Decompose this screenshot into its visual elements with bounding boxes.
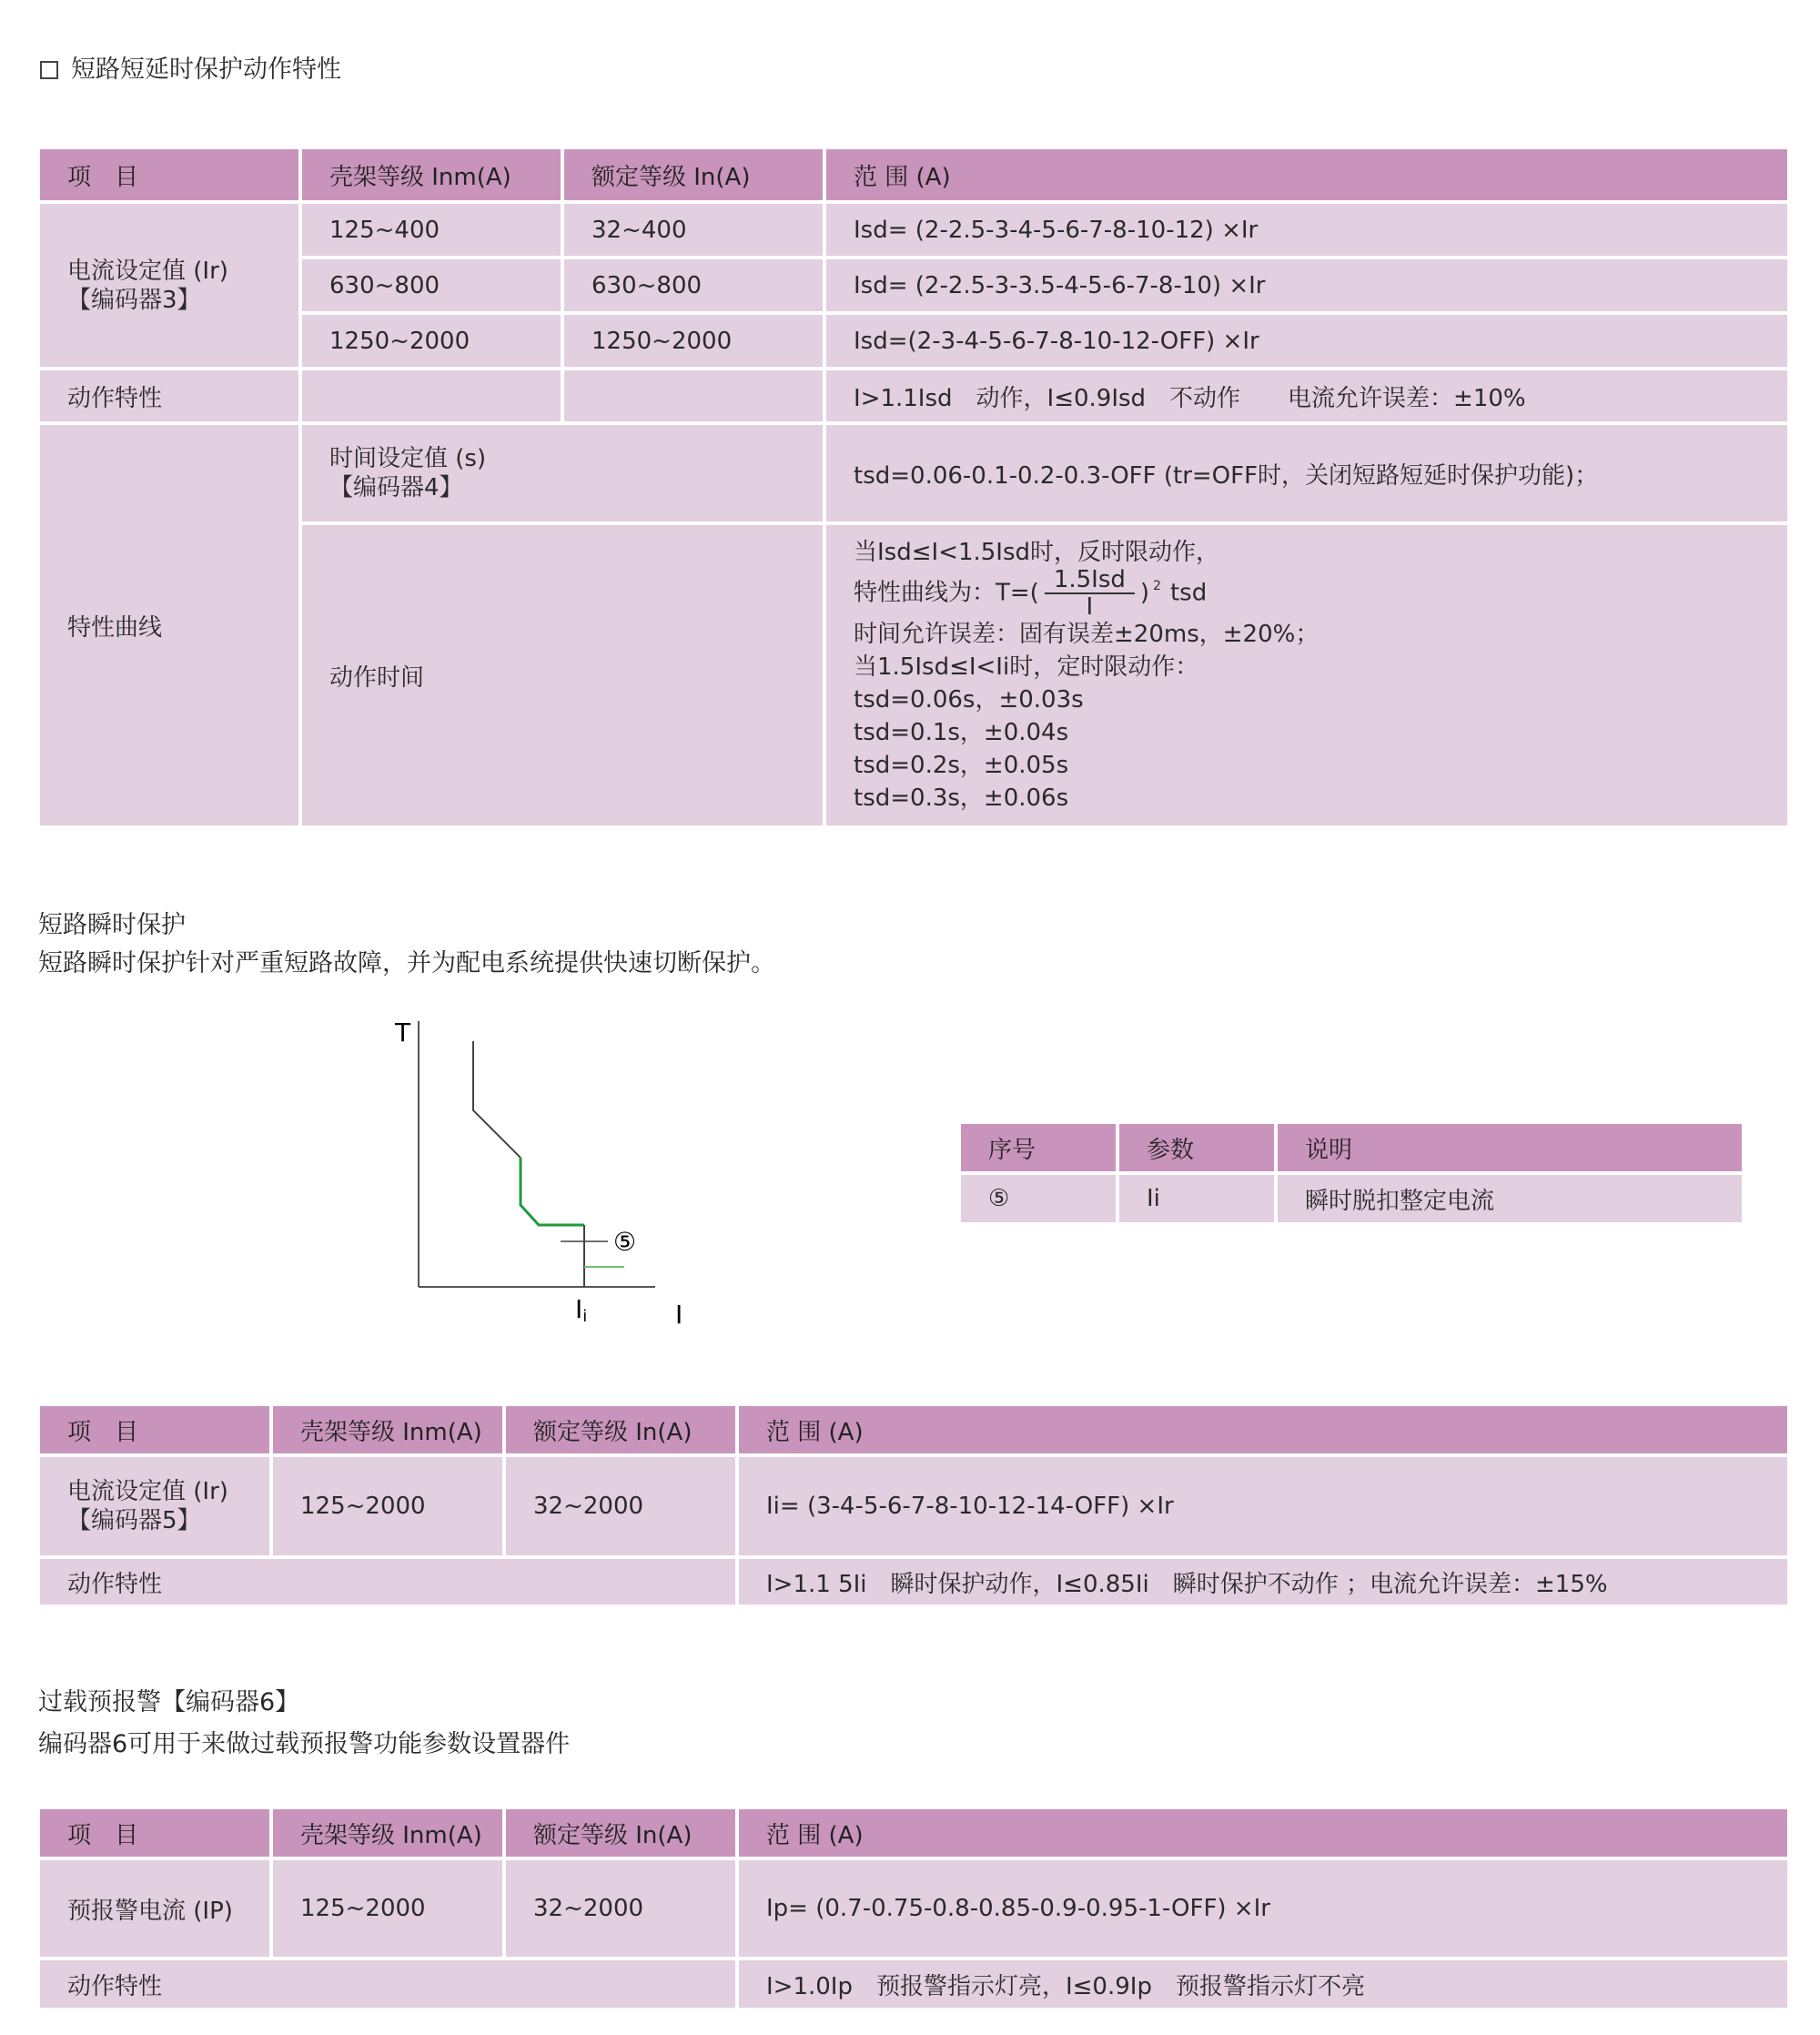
time-setting-value: tsd=0.06-0.1-0.2-0.3-OFF (tr=OFF时，关闭短路短延时保护功能)； [826,425,1787,521]
section1-title: 短路短延时保护动作特性 [40,53,341,87]
header-item: 项 目 [40,1809,269,1857]
legend-header-row [961,1124,1742,1171]
action-value: I>1.0Ip 预报警指示灯亮，I≤0.9Ip 预报警指示灯不亮 [739,1960,1787,2008]
action-time-label: 动作时间 [302,525,823,825]
table-row [40,259,1787,311]
empty-cell [302,370,561,421]
action-label: 动作特性 [40,1559,735,1605]
prealarm-label: 预报警电流 (IP) [40,1860,269,1957]
header-item: 项 目 [40,149,298,200]
table-header-row [40,149,1787,200]
action-time-value: 当Isd≤I<1.5Isd时，反时限动作， 特性曲线为：T=( $\frac{\text{1.5Isd}}{I}$ ) $^2$ tsd 时间允许误差：固有误差±20ms，±20%； 当1.5Isd≤I<Ii时，定时限动作： tsd=0.06s，±0.03s tsd=0.1s，±0.04s tsd=0.2s，±0.05s tsd=0.3s，±0.06s [826,525,1787,825]
short-delay-table [36,146,1791,829]
t-axis-label: T [395,1018,411,1048]
checkbox-icon [40,61,58,79]
table-row [40,1559,1787,1605]
table-row [40,1860,1787,1957]
table-row [40,1960,1787,2008]
header-item: 项 目 [40,1406,269,1453]
header-range: 范 围 (A) [739,1809,1787,1857]
instant-protection-table [36,1402,1791,1608]
header-frame: 壳架等级 Inm(A) [302,149,561,200]
section2-desc: 短路瞬时保护针对严重短路故障，并为配电系统提供快速切断保护。 [38,949,775,977]
rated-value: 32~2000 [506,1860,735,1957]
current-setting-label: 电流设定值 (Ir) 【编码器3】 [40,204,298,367]
range-value: Ii= (3-4-5-6-7-8-10-12-14-OFF) ×Ir [739,1457,1787,1555]
curve-label: 特性曲线 [40,425,298,825]
header-frame: 壳架等级 Inm(A) [273,1406,502,1453]
frame-value: 1250~2000 [302,315,561,367]
section2-title: 短路瞬时保护 [38,911,186,939]
frame-value: 125~400 [302,204,561,256]
legend-header-param: 参数 [1119,1124,1274,1171]
header-range: 范 围 (A) [826,149,1787,200]
range-value: Ip= (0.7-0.75-0.8-0.85-0.9-0.95-1-OFF) ×Ir [739,1860,1787,1957]
short-delay-segment [521,1158,584,1225]
table-header-row [40,1406,1787,1453]
range-value: Isd= (2-2.5-3-3.5-4-5-6-7-8-10) ×Ir [826,259,1787,311]
marker-5-label: ⑤ [613,1227,637,1257]
legend-no: ⑤ [961,1175,1116,1222]
rated-value: 1250~2000 [564,315,823,367]
action-value: I>1.1 5Ii 瞬时保护动作，I≤0.85Ii 瞬时保护不动作 ；电流允许误差：±15% [739,1559,1787,1605]
section3-desc: 编码器6可用于来做过载预报警功能参数设置器件 [38,1730,571,1758]
range-value: Isd= (2-2.5-3-4-5-6-7-8-10-12) ×Ir [826,204,1787,256]
legend-table [957,1120,1745,1226]
header-rated: 额定等级 In(A) [506,1406,735,1453]
legend-header-no: 序号 [961,1124,1116,1171]
action-label: 动作特性 [40,370,298,421]
table-header-row [40,1809,1787,1857]
action-label: 动作特性 [40,1960,735,2008]
legend-desc: 瞬时脱扣整定电流 [1278,1175,1742,1222]
ii-tick-label: Ii [575,1294,588,1326]
overload-prealarm-table [36,1806,1791,2011]
header-rated: 额定等级 In(A) [564,149,823,200]
header-frame: 壳架等级 Inm(A) [273,1809,502,1857]
table-row [40,370,1787,421]
frame-value: 125~2000 [273,1860,502,1957]
rated-value: 32~2000 [506,1457,735,1555]
section3-title: 过载预报警【编码器6】 [38,1688,300,1716]
empty-cell [564,370,823,421]
action-value: I>1.1Isd 动作，I≤0.9Isd 不动作 电流允许误差：±10% [826,370,1787,421]
time-setting-label: 时间设定值 (s) 【编码器4】 [302,425,823,521]
formula: 特性曲线为：T=( $\frac{\text{1.5Isd}}{I}$ ) $^2$ tsd [854,566,1208,621]
header-range: 范 围 (A) [739,1406,1787,1453]
rated-value: 32~400 [564,204,823,256]
legend-param: Ii [1119,1175,1274,1222]
table-row [40,425,1787,521]
table-row [40,315,1787,367]
header-rated: 额定等级 In(A) [506,1809,735,1857]
table-row [40,525,1787,825]
rated-value: 630~800 [564,259,823,311]
table-row [40,1457,1787,1555]
long-delay-segment [473,1041,521,1158]
frame-value: 125~2000 [273,1457,502,1555]
table-row [40,204,1787,256]
instant-trip-curve-diagram [382,1010,710,1338]
i-axis-label: I [675,1300,683,1330]
legend-header-desc: 说明 [1278,1124,1742,1171]
legend-row [961,1175,1742,1222]
frame-value: 630~800 [302,259,561,311]
formula-fraction: $\frac{\text{1.5Isd}}{I}$ [1045,569,1135,618]
current-setting-label: 电流设定值 (Ir) 【编码器5】 [40,1457,269,1555]
range-value: Isd=(2-3-4-5-6-7-8-10-12-OFF) ×Ir [826,315,1787,367]
